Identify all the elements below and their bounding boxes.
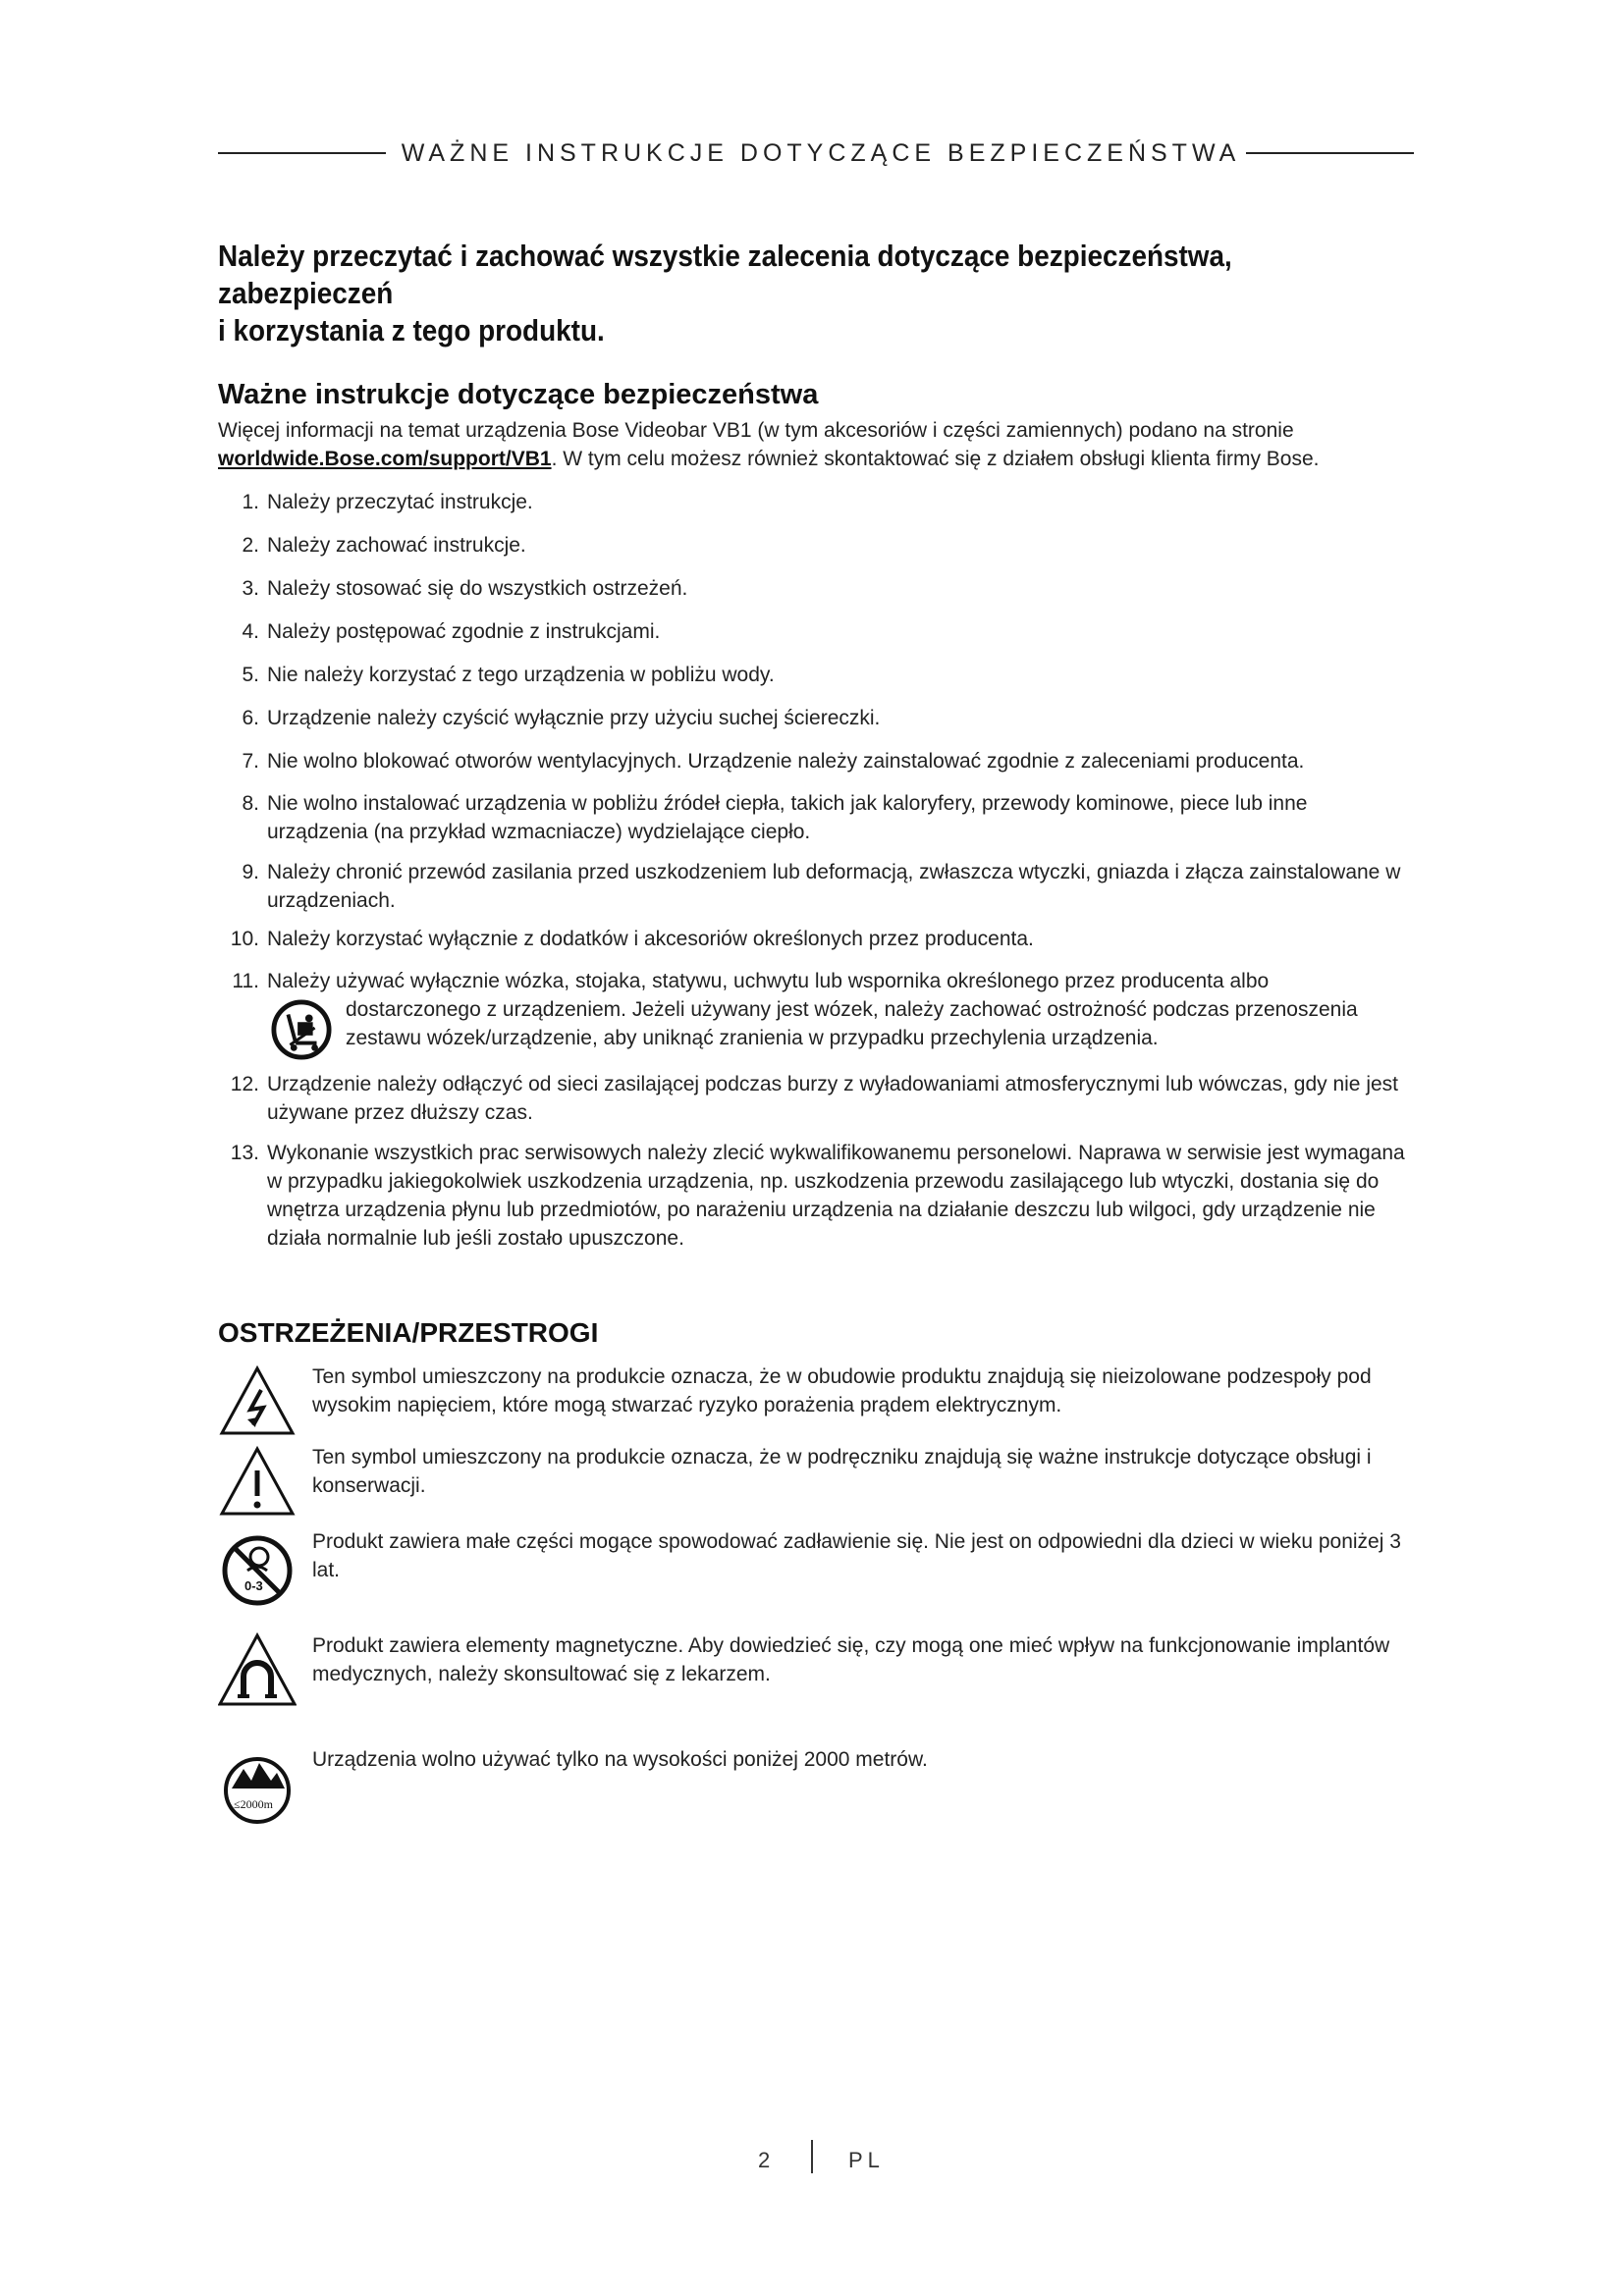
item-number: 4. (242, 620, 259, 643)
item-number: 1. (242, 491, 259, 513)
warnings-heading: OSTRZEŻENIA/PRZESTROGI (218, 1317, 599, 1348)
choking-hazard-age-label: 0-3 (244, 1578, 263, 1593)
item-text: Należy przeczytać instrukcje. (267, 491, 533, 513)
header-rule-right (1246, 152, 1414, 154)
list-item (220, 488, 1408, 516)
list-item (220, 1139, 1408, 1253)
item-number: 10. (230, 928, 259, 950)
page-number: 2 (758, 2148, 771, 2172)
list-item (220, 574, 1408, 603)
item-number: 8. (242, 792, 259, 815)
list-item (220, 704, 1408, 732)
warning-item (218, 1745, 1406, 1824)
item-text: Nie należy korzystać z tego urządzenia w pobliżu wody. (267, 664, 775, 686)
altitude-limit-label: ≤2000m (234, 1797, 273, 1811)
warning-item (218, 1362, 1406, 1441)
warning-item (218, 1443, 1406, 1522)
intro-statement (218, 238, 1278, 349)
warning-item (218, 1631, 1406, 1710)
description-text-tail: . W tym celu możesz również skontaktować się z działem obsługi klienta firmy Bose. (551, 448, 1320, 470)
choking-hazard-icon (218, 1527, 297, 1606)
item-text: Należy korzystać wyłącznie z dodatków i akcesoriów określonych przez producenta. (267, 928, 1034, 950)
item-number: 7. (242, 750, 259, 773)
list-item (220, 661, 1408, 689)
list-item (220, 858, 1408, 915)
safety-instructions-list (220, 488, 1408, 1253)
list-item (220, 747, 1408, 775)
item-text: Wykonanie wszystkich prac serwisowych należy zlecić wykwalifikowanemu personelowi. Naprawa w serwisie jest wymagana w przypadku jakiegokolwiek uszkodzenia urządzenia, np. uszkodzenia przewodu zasilającego lub wtyczki, dostania się do wnętrza urządzenia płynu lub przedmiotów, po narażeniu urządzenia na działanie deszczu lub wilgoci, gdy urządzenie nie działa normalnie lub jeśli zostało upuszczone. (267, 1142, 1405, 1250)
support-link[interactable]: worldwide.Bose.com/support/VB1 (218, 448, 552, 470)
item-number: 2. (242, 534, 259, 557)
header-title: WAŻNE INSTRUKCJE DOTYCZĄCE BEZPIECZEŃSTWA (401, 138, 1241, 167)
altitude-limit-icon (218, 1745, 297, 1824)
item-text: Urządzenie należy odłączyć od sieci zasilającej podczas burzy z wyładowaniami atmosferycznymi lub wówczas, gdy nie jest używane przez dłuższy czas. (267, 1073, 1398, 1124)
item-number: 11. (232, 970, 259, 992)
item-number: 9. (242, 861, 259, 883)
item-number: 13. (230, 1142, 259, 1164)
header-rule-left (218, 152, 386, 154)
item-text: Należy używać wyłącznie wózka, stojaka, statywu, uchwytu lub wspornika określonego przez producenta albo (267, 970, 1270, 992)
item-text-rest: dostarczonego z urządzeniem. Jeżeli używany jest wózek, należy zachować ostrożność podczas przenoszenia zestawu wózek/urządzenie, aby uniknąć zranienia w przypadku przechylenia urządzenia. (346, 998, 1358, 1049)
item-text: Nie wolno blokować otworów wentylacyjnych. Urządzenie należy zainstalować zgodnie z zaleceniami producenta. (267, 750, 1305, 773)
list-item (220, 617, 1408, 646)
warning-text: Ten symbol umieszczony na produkcie oznacza, że w podręczniku znajdują się ważne instrukcje dotyczące obsługi i konserwacji. (312, 1446, 1372, 1497)
warning-item (218, 1527, 1406, 1606)
item-number: 3. (242, 577, 259, 600)
item-number: 5. (242, 664, 259, 686)
magnet-warning-icon (218, 1631, 297, 1710)
list-item (220, 789, 1408, 846)
item-number: 6. (242, 707, 259, 729)
item-text: Należy chronić przewód zasilania przed uszkodzeniem lub deformacją, zwłaszcza wtyczki, gniazda i złącza zainstalowane w urządzeniach. (267, 861, 1401, 912)
intro-line-1: Należy przeczytać i zachować wszystkie zalecenia dotyczące bezpieczeństwa, zabezpieczeń (218, 239, 1232, 310)
warning-text: Urządzenia wolno używać tylko na wysokości poniżej 2000 metrów. (312, 1748, 928, 1771)
intro-line-2: i korzystania z tego produktu. (218, 313, 605, 347)
item-text: Należy postępować zgodnie z instrukcjami. (267, 620, 661, 643)
page-footer (0, 2140, 1624, 2179)
list-item (220, 531, 1408, 560)
item-text: Urządzenie należy czyścić wyłącznie przy użyciu suchej ściereczki. (267, 707, 881, 729)
list-item (220, 925, 1408, 953)
instructions-heading: Ważne instrukcje dotyczące bezpieczeństwa (218, 379, 819, 410)
list-item (220, 967, 1408, 1060)
list-item (220, 1070, 1408, 1127)
footer-separator (811, 2140, 813, 2173)
item-number: 12. (230, 1073, 259, 1095)
warning-text: Produkt zawiera małe części mogące spowodować zadławienie się. Nie jest on odpowiedni dla dzieci w wieku poniżej 3 lat. (312, 1530, 1401, 1581)
item-text: Należy stosować się do wszystkich ostrzeżeń. (267, 577, 688, 600)
language-code: PL (848, 2148, 885, 2172)
high-voltage-warning-icon (218, 1362, 297, 1441)
exclamation-warning-icon (218, 1443, 297, 1522)
item-text: Nie wolno instalować urządzenia w pobliżu źródeł ciepła, takich jak kaloryfery, przewody kominowe, piece lub inne urządzenia (na przykład wzmacniacze) wydzielające ciepło. (267, 792, 1308, 843)
page-header (218, 135, 1414, 171)
item-text: Należy zachować instrukcje. (267, 534, 526, 557)
cart-tip-over-icon (271, 999, 332, 1060)
warning-text: Produkt zawiera elementy magnetyczne. Aby dowiedzieć się, czy mogą one mieć wpływ na funkcjonowanie implantów medycznych, należy skonsultować się z lekarzem. (312, 1634, 1390, 1685)
instructions-description (218, 416, 1406, 473)
cart-warning-row (267, 995, 1408, 1060)
description-text: Więcej informacji na temat urządzenia Bose Videobar VB1 (w tym akcesoriów i części zamiennych) podano na stronie (218, 419, 1294, 442)
warning-text: Ten symbol umieszczony na produkcie oznacza, że w obudowie produktu znajdują się nieizolowane podzespoły pod wysokim napięciem, które mogą stwarzać ryzyko porażenia prądem elektrycznym. (312, 1365, 1372, 1416)
